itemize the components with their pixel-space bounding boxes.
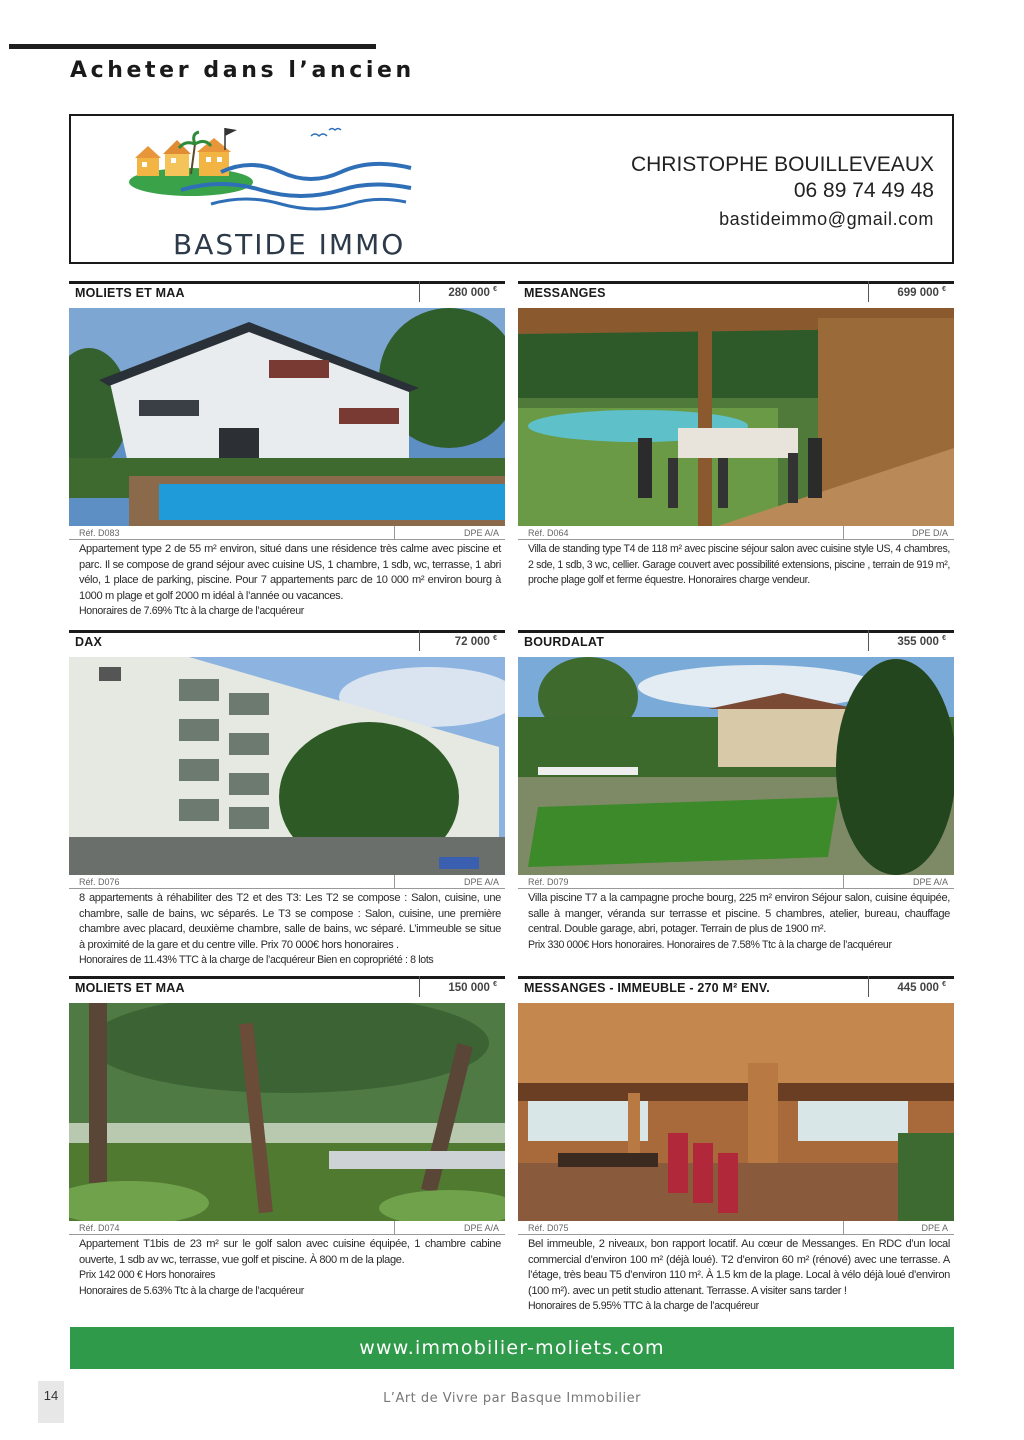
- contact-phone[interactable]: 06 89 74 49 48: [793, 179, 934, 202]
- listing-price: 150 000 €: [419, 976, 505, 997]
- listing-dpe: DPE A/A: [395, 526, 505, 540]
- photo-wooden-interior: [518, 1003, 954, 1221]
- description-line: Prix 330 000€ Hors honoraires. Honoraires de 7.58% Ttc à la charge de l’acquéreur: [528, 938, 892, 951]
- contact-email[interactable]: bastideimmo@gmail.com: [719, 209, 934, 229]
- description-line: Villa piscine T7 a la campagne proche bourg, 225 m² environ Séjour salon, cuisine équipée, salle à manger, véranda sur terrasse et piscine. 5 chambres, atelier, bureau, chauffage central. Double garage, abri, potager. Terrain de plus de 1900 m².: [528, 892, 950, 936]
- listing-ref: Réf. D075: [518, 1221, 844, 1235]
- photo-villa-terrace: [518, 308, 954, 526]
- listing-town: MESSANGES: [524, 286, 606, 300]
- listing-dpe: DPE A/A: [395, 875, 505, 889]
- description-line: 8 appartements à réhabiliter des T2 et des T3: Les T2 se compose : Salon, cuisine, une chambre, salle de bains, wc séparés. Le T3 se compose : Salon, cuisine, une première chambre avec placard, deuxième chambre, salle de bains, wc séparé. L’immeuble se situe à proximité de la gare et du centre ville. Prix 70 000€ hors honoraires .: [79, 892, 501, 951]
- website-banner[interactable]: www.immobilier-moliets.com: [70, 1327, 954, 1369]
- listing-town: MESSANGES - IMMEUBLE - 270 M² ENV.: [524, 981, 770, 995]
- listing-description: [518, 889, 954, 953]
- listing-photo[interactable]: [518, 657, 954, 875]
- listing-photo[interactable]: [518, 308, 954, 526]
- description-line: Honoraires de 5.95% TTC à la charge de l’acquéreur: [528, 1300, 759, 1313]
- listing-dpe: DPE D/A: [844, 526, 954, 540]
- listing-card: [518, 976, 954, 1315]
- listing-ref: Réf. D076: [69, 875, 395, 889]
- listing-header: [69, 630, 505, 651]
- agency-logo-text: BASTIDE IMMO: [173, 228, 406, 261]
- listing-header: [518, 976, 954, 997]
- listing-ref: Réf. D083: [69, 526, 395, 540]
- listing-ref: Réf. D079: [518, 875, 844, 889]
- listing-ref: Réf. D074: [69, 1221, 395, 1235]
- description-line: Appartement T1bis de 23 m² sur le golf salon avec cuisine équipée, 1 chambre cabine ouverte, 1 sdb av wc, terrasse, vue golf et piscine. À 800 m de la plage.: [79, 1238, 501, 1266]
- listing-ref-row: [69, 875, 505, 889]
- listing-description: [69, 889, 505, 969]
- listing-ref: Réf. D064: [518, 526, 844, 540]
- listing-ref-row: [518, 1221, 954, 1235]
- listing-dpe: DPE A/A: [844, 875, 954, 889]
- listing-card: [69, 630, 505, 969]
- listing-dpe: DPE A/A: [395, 1221, 505, 1235]
- listing-ref-row: [69, 1221, 505, 1235]
- listing-photo[interactable]: [69, 657, 505, 875]
- footer-tagline: L’Art de Vivre par Basque Immobilier: [383, 1391, 641, 1406]
- description-line: Honoraires de 5.63% Ttc à la charge de l’acquéreur: [79, 1284, 304, 1297]
- listing-card: [518, 281, 954, 589]
- listing-card: [69, 281, 505, 620]
- listing-card: [69, 976, 505, 1299]
- section-title: Acheter dans l’ancien: [70, 58, 415, 83]
- listing-price: 280 000 €: [419, 281, 505, 302]
- listing-town: DAX: [75, 635, 102, 649]
- listing-photo[interactable]: [69, 308, 505, 526]
- agency-box: [69, 114, 954, 264]
- listing-ref-row: [69, 526, 505, 540]
- listing-description: [69, 540, 505, 620]
- top-rule: [9, 44, 376, 49]
- listing-photo[interactable]: [518, 1003, 954, 1221]
- description-line: Bel immeuble, 2 niveaux, bon rapport locatif. Au cœur de Messanges. En RDC d’un local commercial d’environ 100 m² (déjà loué). T2 d’environ 60 m² (rénové) avec une terrasse. A l’étage, très beau T5 d’environ 110 m². À 1.5 km de la plage. Local à vélo déjà loué d’environ (100 m²). avec un petit studio attenant. Terrasse. A visiter sans tarder !: [528, 1238, 950, 1297]
- photo-pine-garden: [69, 1003, 505, 1221]
- description-line: Villa de standing type T4 de 118 m² avec piscine séjour salon avec cuisine style US, 4 chambres, 2 sde, 1 sdb, 3 wc, cellier. Garage couvert avec possibilité extensions, piscine , terrain de 919 m², proche plage golf et ferme équestre. Honoraires charge vendeur.: [528, 543, 950, 587]
- photo-apartment-building: [69, 657, 505, 875]
- listing-price: 355 000 €: [868, 630, 954, 651]
- listing-description: [518, 1235, 954, 1315]
- listing-header: [69, 976, 505, 997]
- page-number: 14: [38, 1381, 64, 1423]
- photo-residence-pool: [69, 308, 505, 526]
- description-line: Honoraires de 11.43% TTC à la charge de l’acquéreur Bien en copropriété : 8 lots: [79, 954, 434, 967]
- contact-name: CHRISTOPHE BOUILLEVEAUX: [630, 153, 934, 176]
- agency-logo: [121, 124, 441, 261]
- listing-header: [69, 281, 505, 302]
- listing-description: [518, 540, 954, 589]
- listing-town: BOURDALAT: [524, 635, 605, 649]
- listing-ref-row: [518, 526, 954, 540]
- description-line: Appartement type 2 de 55 m² environ, situé dans une résidence très calme avec piscine et parc. Il se compose de grand séjour avec cuisine US, 1 chambre, 1 sdb, wc, terrasse, 1 abri vélo, 1 place de parking, piscine. Pour 7 appartements parc de 10 000 m² environ bourg à 1000 m plage et golf 2000 m idéal à l’année ou vacances.: [79, 543, 501, 602]
- description-line: Prix 142 000 € Hors honoraires: [79, 1269, 216, 1282]
- listing-header: [518, 281, 954, 302]
- listing-description: [69, 1235, 505, 1299]
- listing-town: MOLIETS ET MAA: [75, 981, 185, 995]
- listing-photo[interactable]: [69, 1003, 505, 1221]
- photo-villa-pool-garden: [518, 657, 954, 875]
- listing-dpe: DPE A: [844, 1221, 954, 1235]
- listing-ref-row: [518, 875, 954, 889]
- listing-price: 72 000 €: [419, 630, 505, 651]
- agency-contact: [631, 152, 934, 234]
- listing-town: MOLIETS ET MAA: [75, 286, 185, 300]
- listing-header: [518, 630, 954, 651]
- listing-price: 699 000 €: [868, 281, 954, 302]
- listing-card: [518, 630, 954, 953]
- description-line: Honoraires de 7.69% Ttc à la charge de l’acquéreur: [79, 605, 304, 618]
- listing-price: 445 000 €: [868, 976, 954, 997]
